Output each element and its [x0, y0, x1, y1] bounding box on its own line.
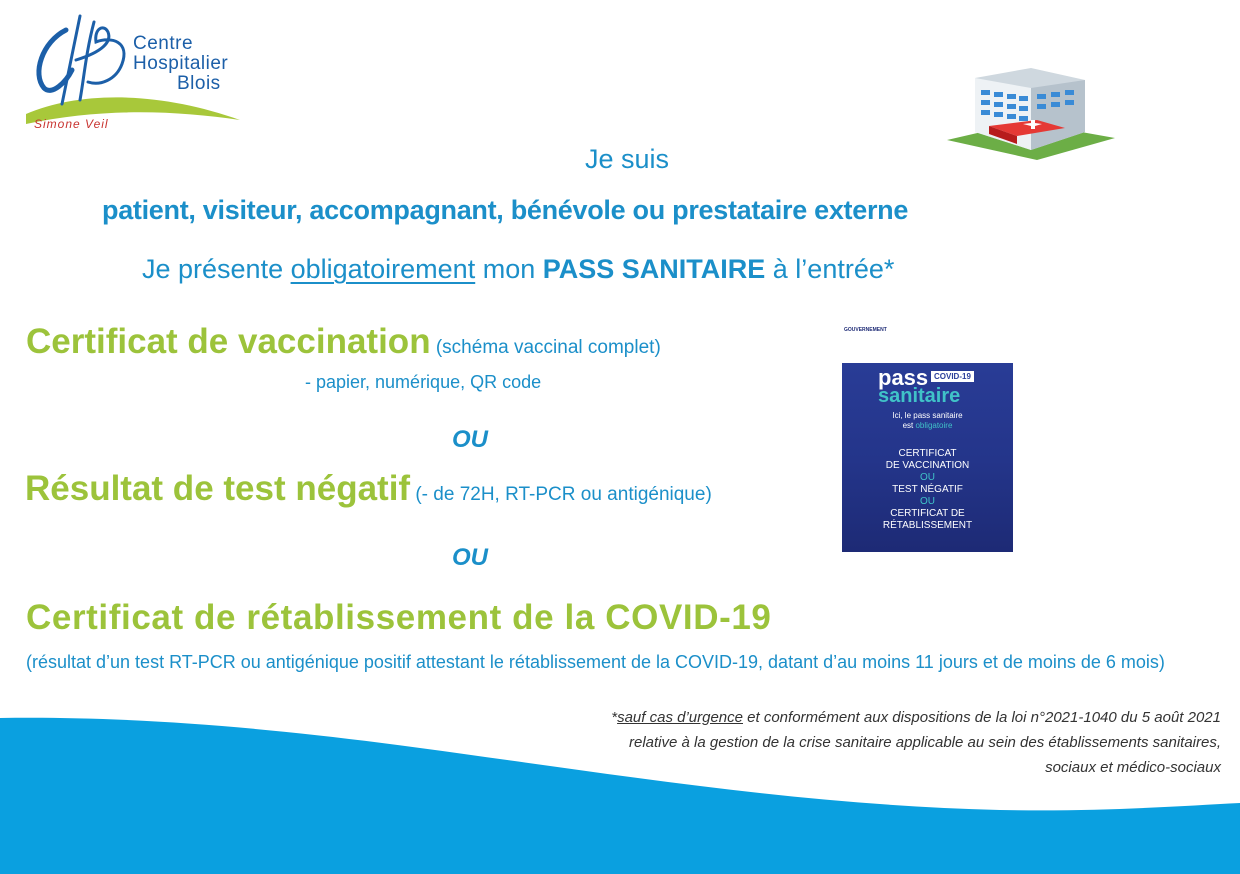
presente-suffix: à l’entrée*	[765, 254, 895, 284]
poster-notice-mandatory: obligatoire	[915, 421, 953, 430]
poster-covid-badge: COVID-19	[931, 371, 974, 382]
option-negative-test	[25, 469, 712, 509]
footnote-text-1: et conformément aux dispositions de la loi n°2021-1040 du 5 août 2021	[743, 709, 1221, 726]
vaccination-title: Certificat de vaccination	[26, 322, 431, 361]
pass-sanitaire-poster	[842, 323, 1013, 552]
poster-notice-line-1: Ici, le pass sanitaire	[892, 411, 963, 420]
presentation-statement	[142, 254, 894, 285]
presente-underlined: obligatoirement	[290, 254, 476, 284]
logo-text	[133, 34, 228, 94]
poster-list-item: RÉTABLISSEMENT	[882, 520, 973, 531]
footnote-line-3: sociaux et médico-sociaux	[1045, 759, 1221, 776]
logo-line-3: Blois	[177, 73, 221, 94]
vaccination-formats: - papier, numérique, QR code	[305, 372, 542, 392]
logo-subtitle: Simone Veil	[34, 117, 109, 131]
footnote-emergency: sauf cas d’urgence	[617, 709, 743, 726]
recovery-description: (résultat d’un test RT-PCR ou antigénique positif attestant le rétablissement de la COVID-19, datant d’au moins 11 jours et de moins de 6 mois)	[26, 652, 1165, 672]
recovery-title: Certificat de rétablissement de la COVID-19	[26, 598, 772, 637]
heading-je-suis: Je suis	[584, 144, 670, 174]
poster-sanitaire: sanitaire	[878, 385, 961, 407]
poster-list-or: OU	[920, 472, 935, 483]
vaccination-note: (schéma vaccinal complet)	[430, 337, 661, 358]
poster-list-item: TEST NÉGATIF	[892, 484, 963, 495]
or-separator-2: OU	[452, 544, 488, 571]
poster-notice-line-2	[842, 421, 1013, 431]
poster-gov-label: GOUVERNEMENT	[844, 327, 887, 333]
poster-list	[842, 448, 1013, 532]
poster-header	[842, 323, 1013, 363]
test-title: Résultat de test négatif	[25, 469, 411, 508]
footnote-line-2: relative à la gestion de la crise sanitaire applicable au sein des établissements sanitaires,	[629, 734, 1221, 751]
footnote-line-1	[461, 705, 1221, 730]
presente-mid: mon	[475, 254, 543, 284]
presente-prefix: Je présente	[142, 254, 291, 284]
poster-notice	[842, 411, 1013, 431]
poster-list-or: OU	[920, 496, 935, 507]
poster-list-item: DE VACCINATION	[885, 460, 970, 471]
footnote-star: *	[611, 709, 618, 726]
logo-line-1: Centre	[133, 33, 194, 54]
pass-sanitaire-label: PASS SANITAIRE	[542, 254, 766, 284]
option-vaccination	[26, 322, 661, 362]
test-note: (- de 72H, RT-PCR ou antigénique)	[410, 484, 712, 505]
poster-list-item: CERTIFICAT DE	[890, 508, 965, 519]
poster-list-item: CERTIFICAT	[898, 448, 957, 459]
poster-notice-prefix: est	[902, 421, 916, 430]
legal-footnote	[461, 705, 1221, 780]
poster-pass: pass	[878, 365, 929, 390]
or-separator-1: OU	[452, 426, 488, 453]
audience-heading: patient, visiteur, accompagnant, bénévole ou prestataire externe	[102, 195, 909, 225]
logo-line-2: Hospitalier	[133, 53, 229, 74]
